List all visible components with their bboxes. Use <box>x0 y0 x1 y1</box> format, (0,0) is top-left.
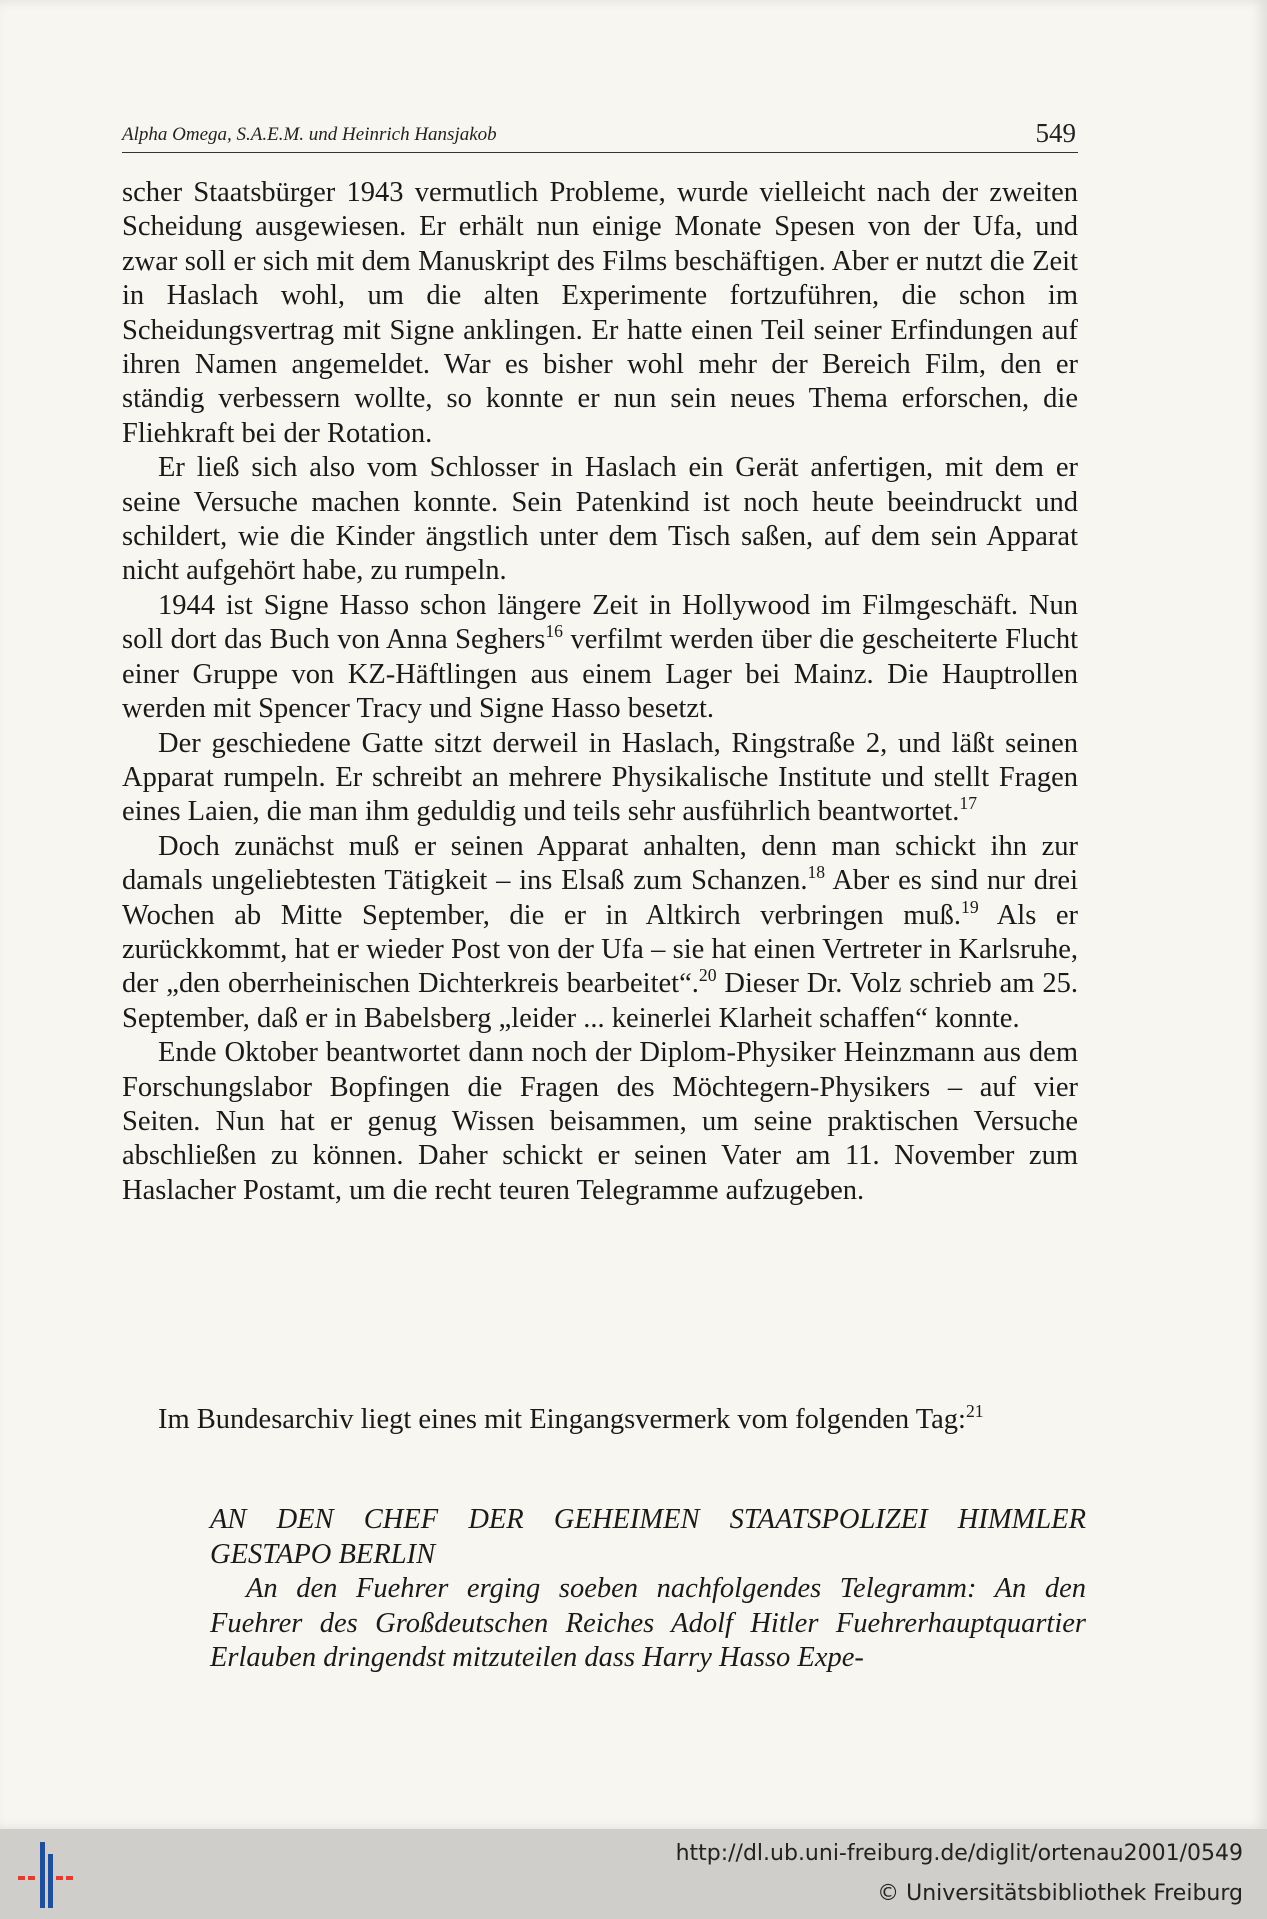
copyright-notice: © Universitätsbibliothek Freiburg <box>877 1881 1243 1906</box>
paragraph-4-text: Der geschiedene Gatte sitzt derweil in Haslach, Ringstraße 2, und läßt seinen Apparat rumpeln. Er schreibt an mehrere Physikalische Institute und stellt Fragen eines Laien, die man ihm geduldig und teils sehr ausführlich beantwortet. <box>122 727 1078 828</box>
paragraph-3 <box>122 589 1078 727</box>
footnote-ref-21: 21 <box>965 1401 984 1422</box>
archive-line <box>158 1401 1088 1436</box>
telegram-body: An den Fuehrer erging soeben nachfolgendes Telegramm: An den Fuehrer des Großdeutschen Reiches Adolf Hitler Fuehrerhauptquartier Erlauben dringendst mitzuteilen dass Harry Hasso Expe- <box>210 1573 1086 1673</box>
paragraph-1: scher Staatsbürger 1943 vermutlich Probleme, wurde vielleicht nach der zweiten Scheidung ausgewiesen. Er erhält nun einige Monate Spesen von der Ufa, und zwar soll er sich mit dem Manuskript des Films beschäftigen. Aber er nutzt die Zeit in Haslach wohl, um die alten Experimente fortzuführen, die schon im Scheidungsvertrag mit Signe anklingen. Er hatte einen Teil seiner Erfindungen auf ihren Namen angemeldet. War es bisher wohl mehr der Bereich Film, den er ständig verbessern wollte, so konnte er nun sein neues Thema erforschen, die Fliehkraft bei der Rotation. <box>122 177 1078 449</box>
footnote-ref-16: 16 <box>545 621 563 642</box>
body-text <box>122 176 1078 1208</box>
archive-text: Im Bundesarchiv liegt eines mit Eingangsvermerk vom folgenden Tag: <box>158 1404 966 1435</box>
running-head: Alpha Omega, S.A.E.M. und Heinrich Hansjakob <box>122 124 497 145</box>
footnote-ref-20: 20 <box>698 965 717 986</box>
paragraph-3-text-a: 1944 ist Signe Hasso schon längere Zeit in Hollywood im Filmgeschäft. Nun soll dort das Buch von Anna Seghers <box>122 589 1078 656</box>
paragraph-5-text-b: Aber es sind nur drei Wochen ab Mitte September, die er in Altkirch verbringen muß. <box>122 865 1078 931</box>
paragraph-2: Er ließ sich also vom Schlosser in Haslach ein Gerät anfertigen, mit dem er seine Versuche machen konnte. Sein Patenkind ist noch heute beeindruckt und schildert, wie die Kinder ängstlich unter dem Tisch saßen, auf dem sein Apparat nicht aufgehört habe, zu rumpeln. <box>122 452 1078 587</box>
paragraph-3-text-b: verfilmt werden über die gescheiterte Flucht einer Gruppe von KZ-Häftlingen aus einem Lager bei Mainz. Die Hauptrollen werden mit Spencer Tracy und Signe Hasso besetzt. <box>122 624 1078 725</box>
footnote-ref-19: 19 <box>961 896 979 917</box>
paragraph-4 <box>122 727 1078 830</box>
ub-freiburg-logo-icon[interactable] <box>10 1840 82 1912</box>
telegram-address-line-2: GESTAPO BERLIN <box>210 1538 436 1570</box>
footnote-ref-18: 18 <box>807 862 826 883</box>
telegram-address-line-1: AN DEN CHEF DER GEHEIMEN STAATSPOLIZEI HIMMLER <box>210 1504 1086 1535</box>
paragraph-5 <box>122 830 1078 1036</box>
page-header <box>122 110 1078 153</box>
paragraph-5-text-a: Doch zunächst muß er seinen Apparat anhalten, denn man schickt ihn zur damals ungeliebtesten Tätigkeit – ins Elsaß zum Schanzen. <box>122 830 1078 897</box>
footnote-ref-17: 17 <box>959 793 978 814</box>
telegram-quote <box>210 1503 1086 1676</box>
source-url-link[interactable]: http://dl.ub.uni-freiburg.de/diglit/ortenau2001/0549 <box>675 1841 1243 1866</box>
paragraph-5-text-c: Als er zurückkommt, hat er wieder Post von der Ufa – sie hat einen Vertreter in Karlsruhe, der „den oberrheinischen Dichterkreis bearbeitet“. <box>122 899 1078 1000</box>
paragraph-5-text-d: Dieser Dr. Volz schrieb am 25. September, daß er in Babelsberg „leider ... keinerlei Klarheit schaffen“ konnte. <box>122 968 1078 1034</box>
library-footer <box>0 1829 1267 1919</box>
page-number: 549 <box>1035 118 1076 148</box>
paragraph-6: Ende Oktober beantwortet dann noch der Diplom-Physiker Heinzmann aus dem Forschungslabor Bopfingen die Fragen des Möchtegern-Physikers – auf vier Seiten. Nun hat er genug Wissen beisammen, um seine praktischen Versuche abschließen zu können. Daher schickt er seinen Vater am 11. November zum Haslacher Postamt, um die recht teuren Telegramme aufzugeben. <box>122 1037 1078 1206</box>
